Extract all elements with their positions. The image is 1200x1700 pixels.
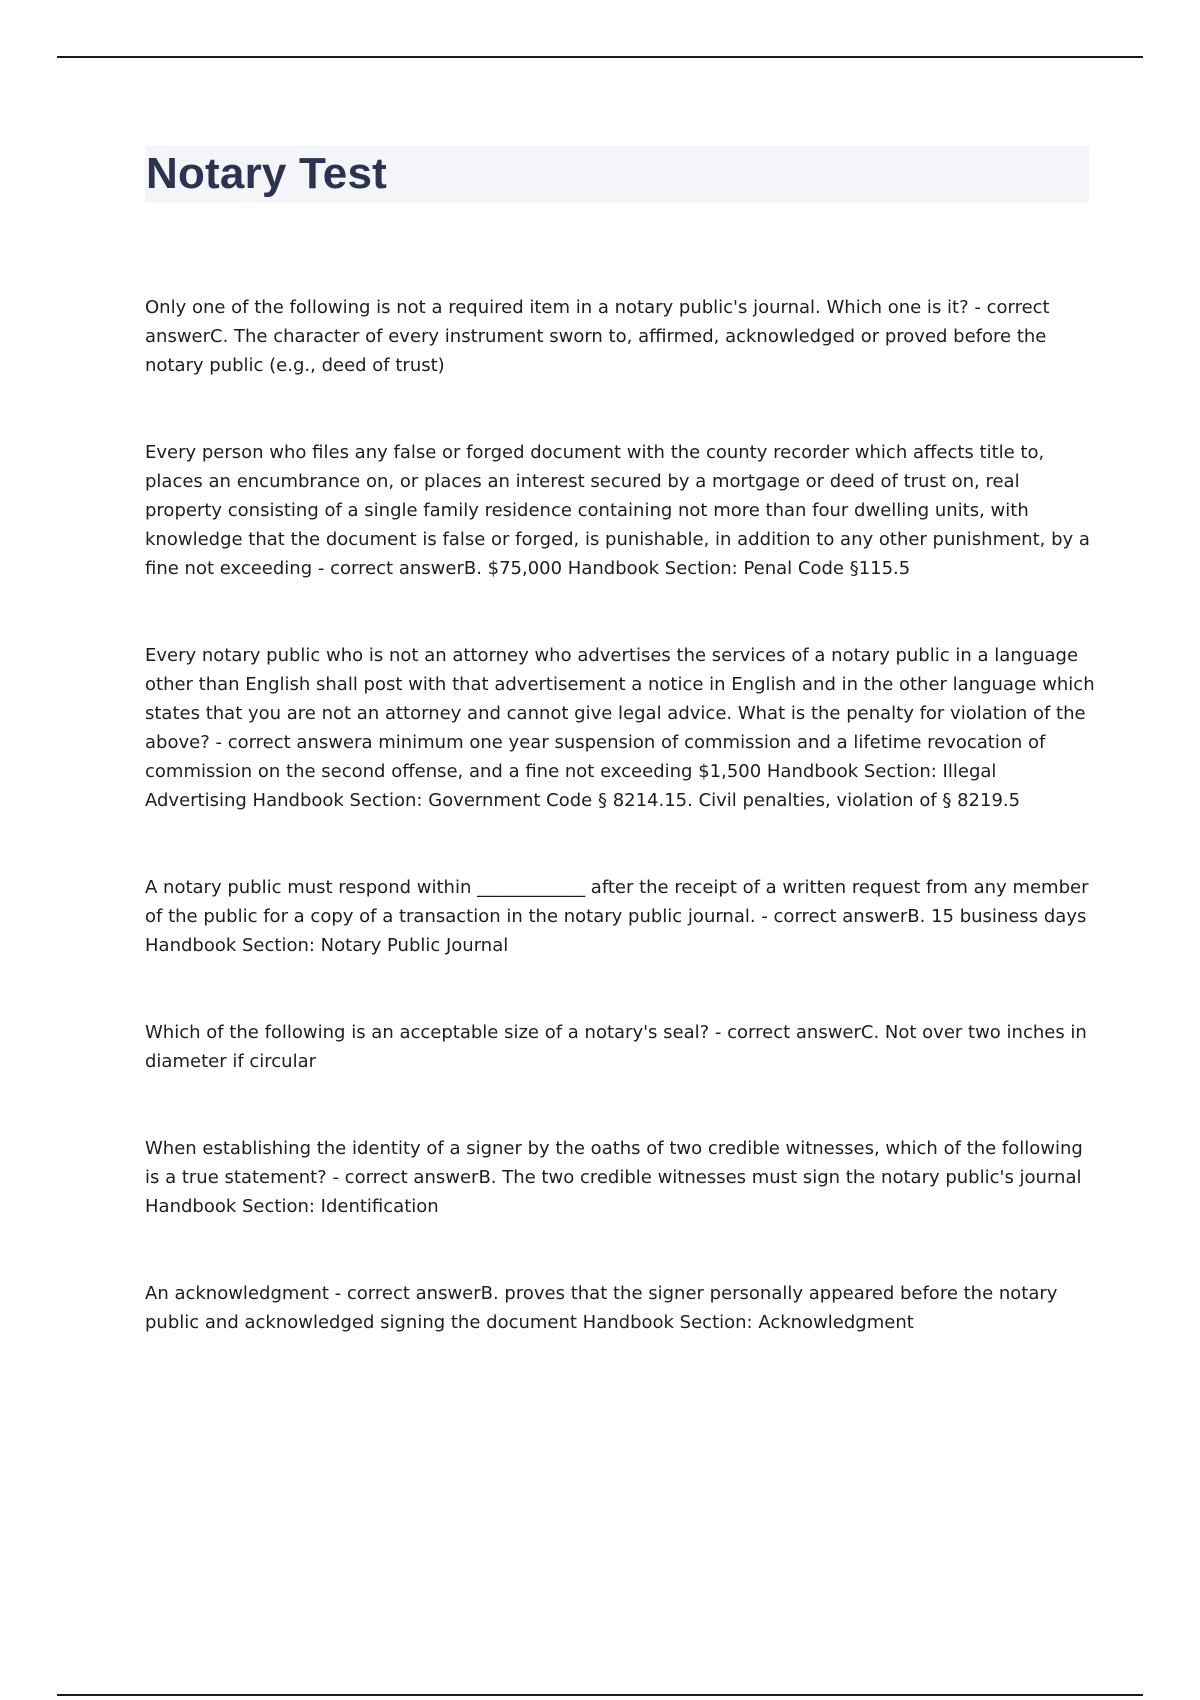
- top-rule: [57, 56, 1143, 58]
- qa-item-6: When establishing the identity of a signer by the oaths of two credible witnesses, which of the following is a true statement? - correct answerB. The two credible witnesses must sign the notary public's journal Handbook Section: Identification: [145, 1138, 1083, 1217]
- qa-item-5: Which of the following is an acceptable size of a notary's seal? - correct answerC. Not over two inches in diameter if circular: [145, 1022, 1087, 1072]
- qa-item-3: Every notary public who is not an attorney who advertises the services of a notary public in a language other than English shall post with that advertisement a notice in English and in the other language which states that you are not an attorney and cannot give legal advice. What is the penalty for violation of the above? - correct answera minimum one year suspension of commission and a lifetime revocation of commission on the second offense, and a fine not exceeding $1,500 Handbook Section: Illegal Advertising Handbook Section: Government Code § 8214.15. Civil penalties, violation of § 8219.5: [145, 645, 1095, 811]
- bottom-rule: [57, 1694, 1143, 1696]
- qa-item-4: A notary public must respond within ____________ after the receipt of a written request from any member of the public for a copy of a transaction in the notary public journal. - correct answerB. 15 business days Handbook Section: Notary Public Journal: [145, 877, 1089, 956]
- qa-item-7: An acknowledgment - correct answerB. proves that the signer personally appeared before the notary public and acknowledged signing the document Handbook Section: Acknowledgment: [145, 1283, 1058, 1333]
- qa-list: [145, 293, 1095, 1395]
- page-title: Notary Test: [146, 149, 387, 198]
- qa-item-1: Only one of the following is not a required item in a notary public's journal. Which one is it? - correct answerC. The character of every instrument sworn to, affirmed, acknowledged or proved before the notary public (e.g., deed of trust): [145, 297, 1050, 376]
- qa-item-2: Every person who files any false or forged document with the county recorder which affects title to, places an encumbrance on, or places an interest secured by a mortgage or deed of trust on, real property consisting of a single family residence containing not more than four dwelling units, with knowledge that the document is false or forged, is punishable, in addition to any other punishment, by a fine not exceeding - correct answerB. $75,000 Handbook Section: Penal Code §115.5: [145, 442, 1090, 579]
